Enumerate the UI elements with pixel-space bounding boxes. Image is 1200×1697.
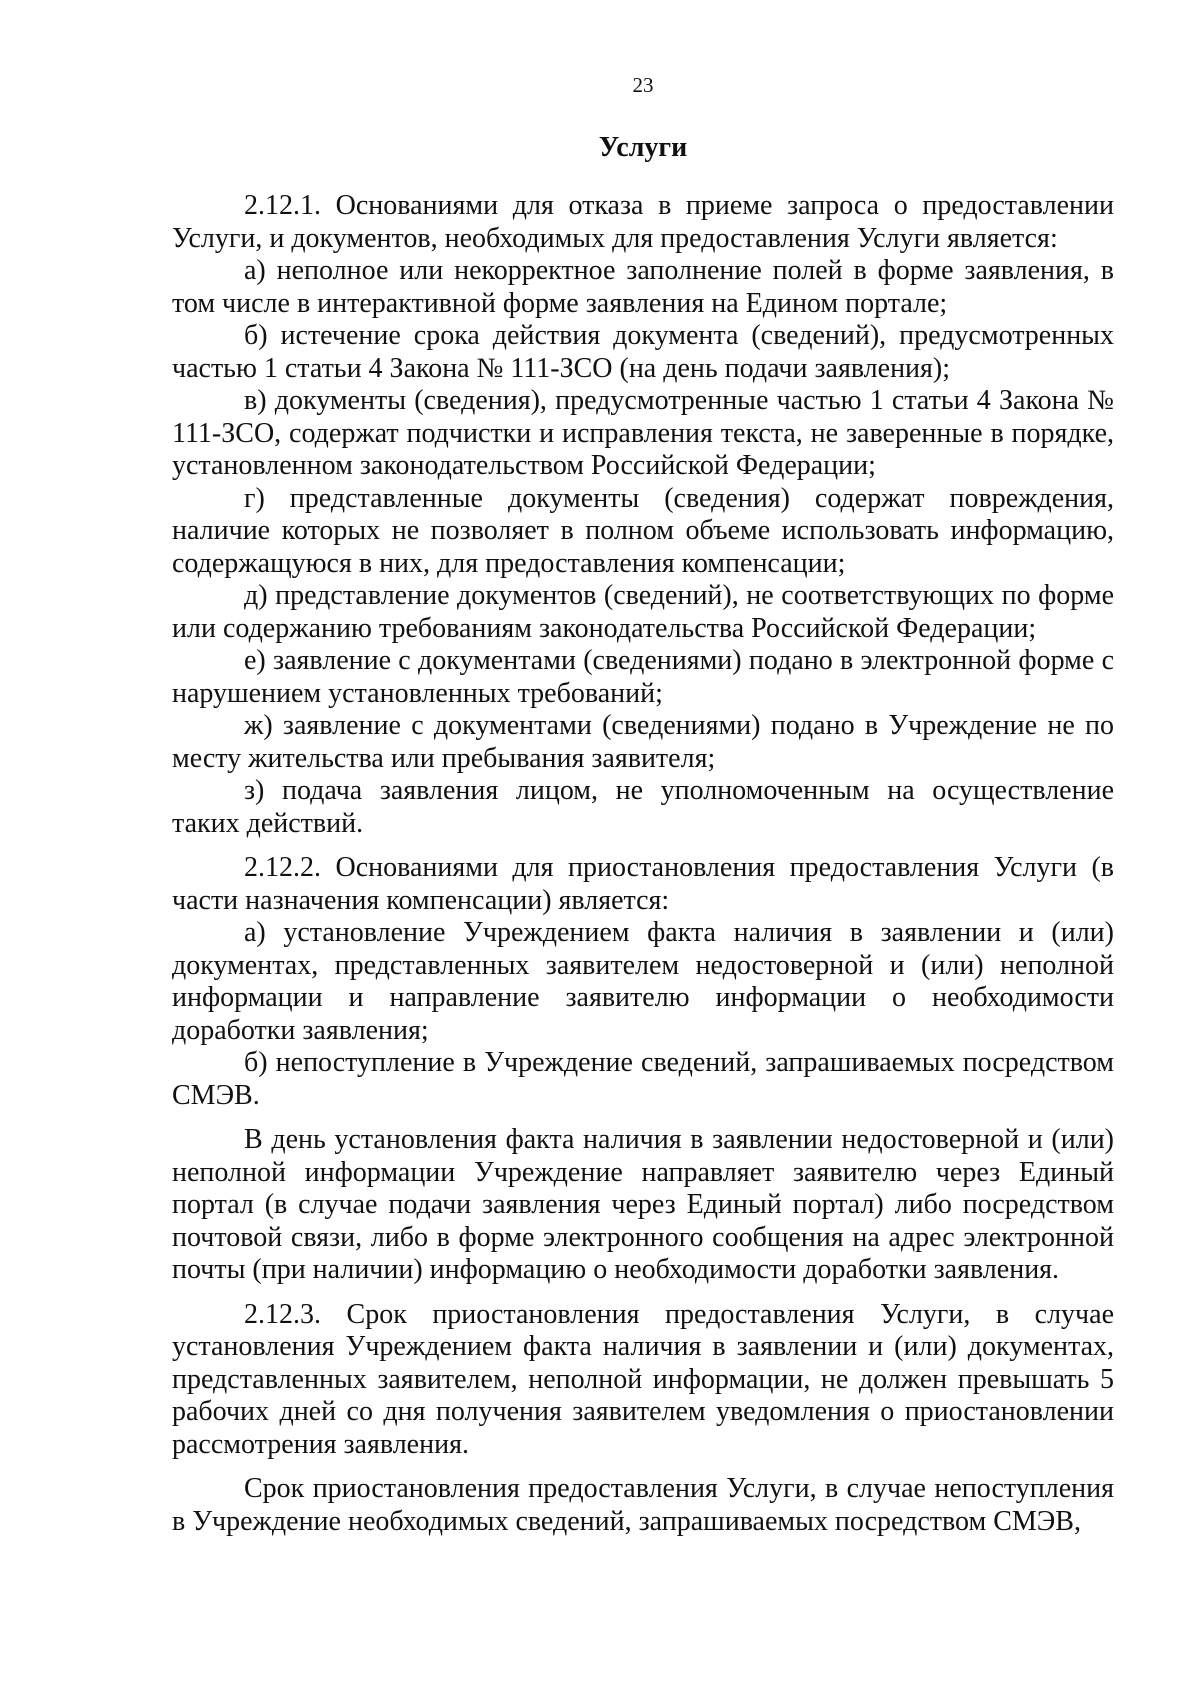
page-number: 23: [632, 73, 654, 97]
section-heading: Услуги: [598, 132, 688, 163]
paragraph-suspension-term: Срок приостановления предоставления Услуги, в случае непоступления в Учреждение необходимых сведений, запрашиваемых посредством СМЭВ,: [172, 1473, 1114, 1537]
paragraph-2-12-1: 2.12.1. Основаниями для отказа в приеме запроса о предоставлении Услуги, и документов, необходимых для предоставления Услуги является:: [172, 190, 1114, 254]
document-body: [172, 190, 1114, 1538]
list-item-b-2: б) непоступление в Учреждение сведений, запрашиваемых посредством СМЭВ.: [172, 1047, 1114, 1111]
list-item-zh: ж) заявление с документами (сведениями) подано в Учреждение не по месту жительства или пребывания заявителя;: [172, 710, 1114, 774]
list-item-a: а) неполное или некорректное заполнение полей в форме заявления, в том числе в интерактивной форме заявления на Едином портале;: [172, 255, 1114, 319]
list-item-v: в) документы (сведения), предусмотренные частью 1 статьи 4 Закона № 111-ЗСО, содержат подчистки и исправления текста, не заверенные в порядке, установленном законодательством Российской Федерации;: [172, 385, 1114, 481]
list-item-z: з) подача заявления лицом, не уполномоченным на осуществление таких действий.: [172, 775, 1114, 839]
paragraph-2-12-3: 2.12.3. Срок приостановления предоставления Услуги, в случае установления Учреждением факта наличия в заявлении и (или) документах, представленных заявителем, неполной информации, не должен превышать 5 рабочих дней со дня получения заявителем уведомления о приостановлении рассмотрения заявления.: [172, 1298, 1114, 1460]
paragraph-2-12-2: 2.12.2. Основаниями для приостановления предоставления Услуги (в части назначения компенсации) является:: [172, 852, 1114, 916]
list-item-d: д) представление документов (сведений), не соответствующих по форме или содержанию требованиям законодательства Российской Федерации;: [172, 580, 1114, 644]
list-item-e: е) заявление с документами (сведениями) подано в электронной форме с нарушением установленных требований;: [172, 645, 1114, 709]
list-item-g: г) представленные документы (сведения) содержат повреждения, наличие которых не позволяет в полном объеме использовать информацию, содержащуюся в них, для предоставления компенсации;: [172, 482, 1114, 579]
list-item-b: б) истечение срока действия документа (сведений), предусмотренных частью 1 статьи 4 Закона № 111-ЗСО (на день подачи заявления);: [172, 320, 1114, 384]
paragraph-notification: В день установления факта наличия в заявлении недостоверной и (или) неполной информации Учреждение направляет заявителю через Единый портал (в случае подачи заявления через Единый портал) либо посредством почтовой связи, либо в форме электронного сообщения на адрес электронной почты (при наличии) информацию о необходимости доработки заявления.: [172, 1124, 1114, 1285]
list-item-a-2: а) установление Учреждением факта наличия в заявлении и (или) документах, представленных заявителем недостоверной и (или) неполной информации и направление заявителю информации о необходимости доработки заявления;: [172, 917, 1114, 1046]
